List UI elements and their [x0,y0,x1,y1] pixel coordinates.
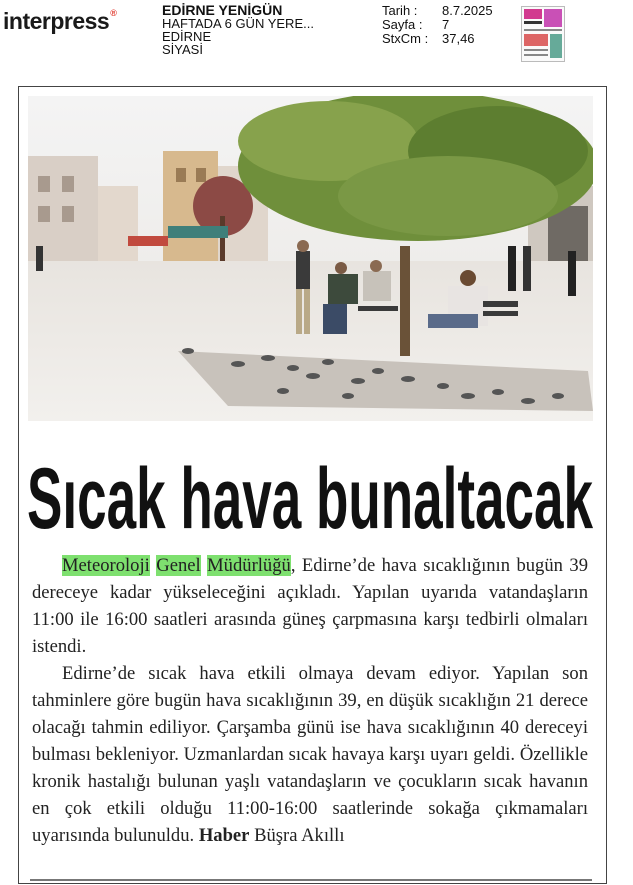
paragraph-2 [32,660,588,849]
highlight-meteoroloji: Meteoroloji [62,555,150,576]
meta-stxcm: StxCm : 37,46 [382,31,475,46]
meta-page: Sayfa : 7 [382,17,450,32]
bottom-rule [30,879,592,881]
logo-text: interpress [3,8,110,34]
headline-text: Sıcak hava bunaltacak [27,451,594,540]
paper-name: EDİRNE YENİGÜN [162,2,283,18]
news-photo [28,96,593,421]
page-thumbnail[interactable] [521,6,565,62]
article-body [32,552,588,849]
byline-name: Büşra Akıllı [254,825,345,846]
headline-snippet: HAFTADA 6 GÜN YERE... [162,16,314,31]
interpress-logo [3,8,116,35]
article-headline [25,430,597,540]
paragraph-1-text: , Edirne’de hava sıcaklığının bugün 39 dereceye kadar yükseleceğini açıkladı. Yapılan uyarıda vatandaşların 11:00 ile 16:00 saatleri arasında güneş çarpmasına karşı tedbirli olmaları istendi. [32,555,588,657]
highlight-genel: Genel [156,555,201,576]
byline-label: Haber [198,825,250,846]
paragraph-2-text: Edirne’de sıcak hava etkili olmaya devam ediyor. Yapılan son tahminlere göre bugün hava sıcaklığının 39, en düşük sıcaklığın 21 derece olacağı tahmin ediliyor. Çarşamba günü ise hava sıcaklığının 40 dereceyi bulması bekleniyor. Uzmanlardan sıcak havaya karşı uyarı geldi. Özellikle kronik hastalığı bulunan yaşlı vatandaşların ve çocukların sıcak havanın en çok etkili olduğu 11:00-16:00 saatlerinde sokağa çıkmamaları uyarısında bulunuldu. [32,663,588,846]
highlight-mudurlugu: Müdürlüğü [207,555,291,576]
category: SİYASİ [162,42,203,57]
registered-mark: ® [110,8,117,18]
clipping-meta [382,4,493,46]
clipping-source [162,4,314,56]
meta-date: Tarih : 8.7.2025 [382,3,493,18]
city: EDİRNE [162,29,212,44]
paragraph-1 [32,552,588,660]
